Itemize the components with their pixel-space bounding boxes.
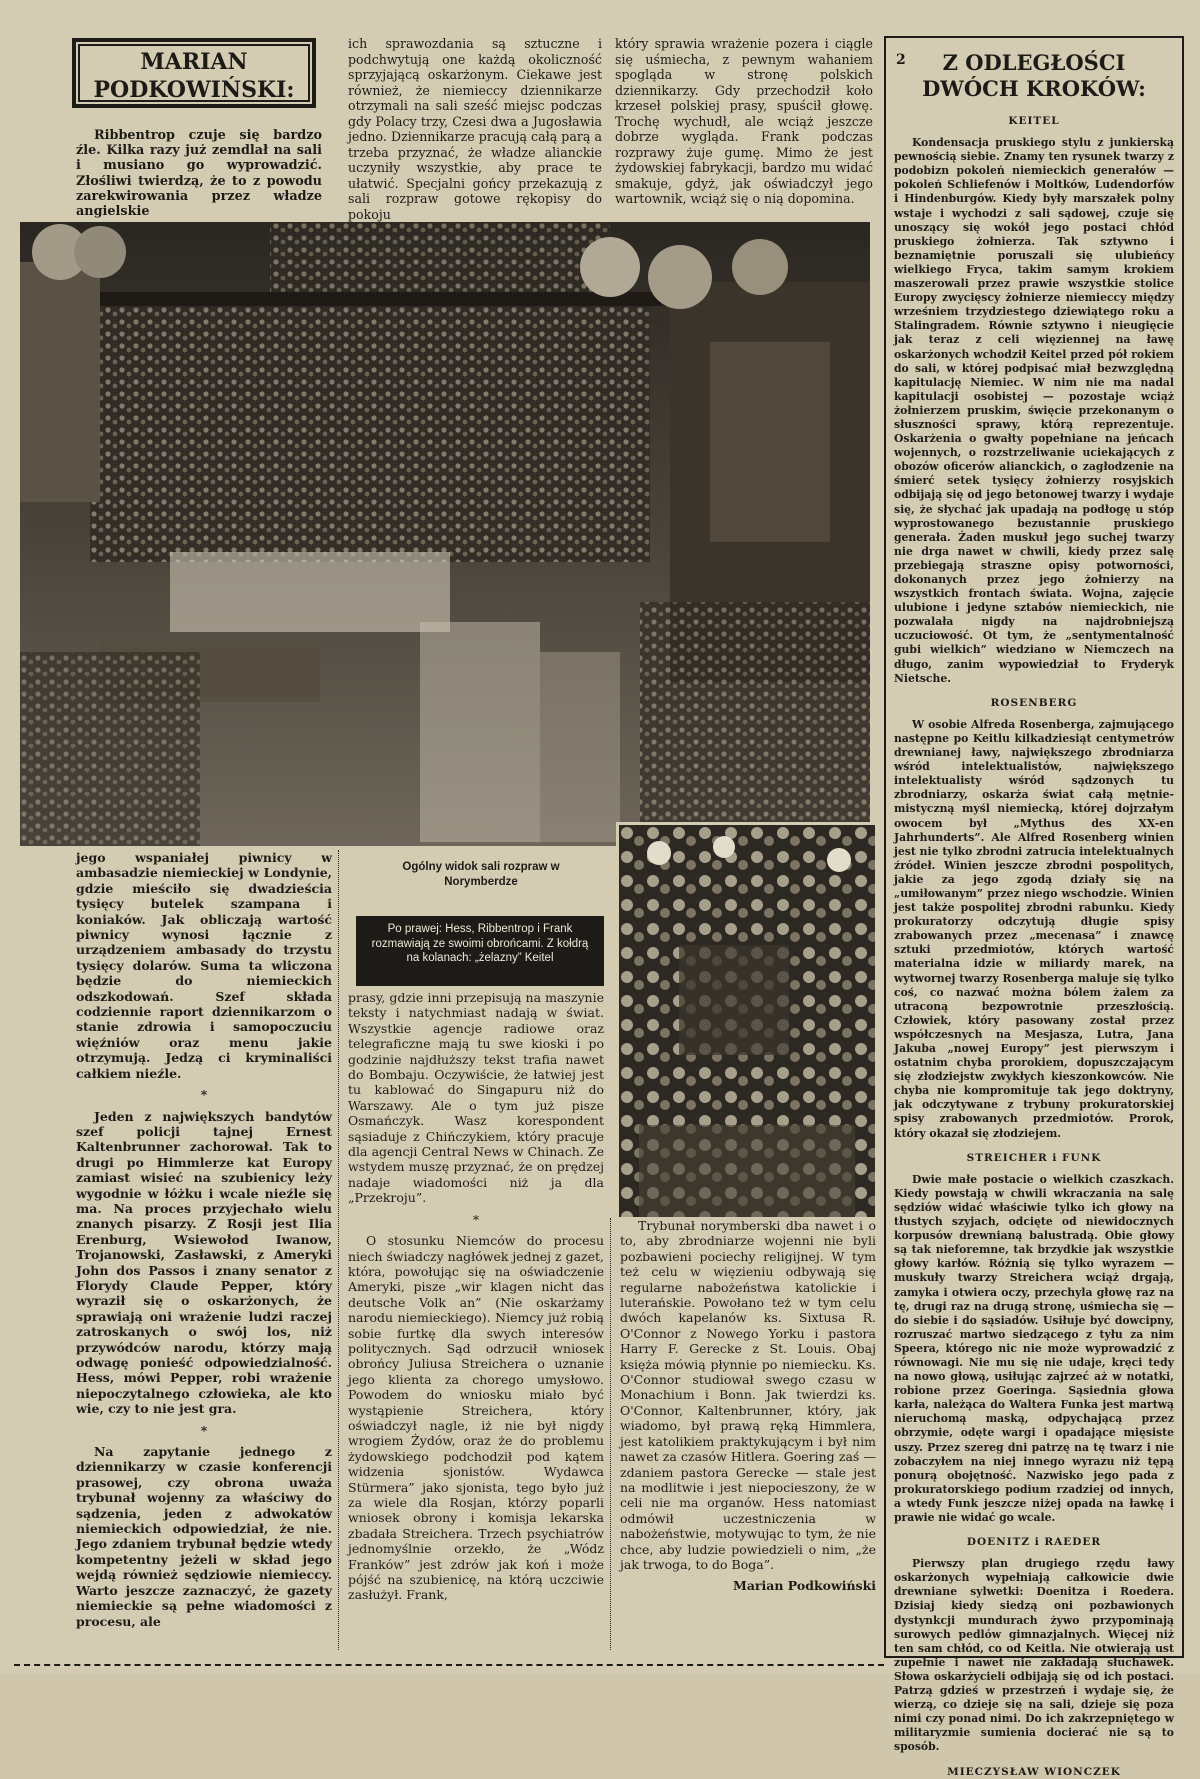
sidebar-text: KEITEL Kondensacja pruskiego stylu z junkierską pewnością siebie. Znamy ten rysunek twarzy z podobizn pokoleń niemieckich generałów — pokoleń Schliefenów i Moltków, Ludendorfów i Hindenburgów. Kiedy były marszałek polny wstaje i wychodzi z sali sądowej, czuje się unoszący się wokół jego postaci chłód pruskiego żołnierza. Tak sztywno i beznamiętnie poruszali się ulubieńcy wielkiego Fryca, takim samym krokiem maszerowali przez prawie wszystkie stolice Europy zwycięscy żołnierze niemieccy między wrześniem trzydziestego dziewiątego roku a Stalingradem. Równie sztywno i nieugięcie jak teraz z celi więziennej na ławę oskarżonych wchodził Keitel przed pół rokiem do sali, w której podpisać miał bezwzględną kapitulację Niemiec. W nim nie ma nadal kapitulacji osobistej — pozostaje wciąż żołnierzem pruskim, święcie przekonanym o słuszności sprawy, którą reprezentuje. Oskarżenia o gwałty popełniane na jeńcach wojennych, o rozstrzeliwanie uciekających z obozów oficerów alianckich, o zagłodzenie na śmierć setek tysięcy żołnierzy rosyjskich odbijają się od jego betonowej twarzy i wydaje się, że słychać jak upadają na podłogę u stóp wyprostowanego bezustannie pruskiego generała. Żaden muskuł jego suchej twarzy nie drga nawet w chwili, kiedy przez salę przebiegają straszne opisy potworności, dokonanych przez jego żołnierzy na wszystkich frontach świata. Wojna, zajęcie ulubione i jedyne sztabów niemieckich, nie pozwalała nigdy na najdrobniejszą uczuciowość. Ot tym, że „sentymentalność gubi wielkich” wiedziano w Niemczech na długo, zanim wypowiedział to Fryderyk Nietsche. ROSENBERG W osobie Alfreda Rosenberga, zajmującego następne po Keitlu kilkadziesiąt centymetrów drewnianej ławy, największego zbrodniarza wśród intelektualistów, największego intelektualisty wśród sądzonych tu zbrodniarzy, oskarża świat całą mętnie-mistyczną myśl niemiecką, której dojrzałym owocem był „Mythus des XX-en Jahrhunderts”. Ale Alfred Rosenberg winien jest nie tylko zbrodni zatrucia intelektualnych źródeł. Winien jeszcze zbrodni pospolitych, jakie za jego zgodą działy się na „umiłowanym” przez niego wschodzie. Winien jest także pospolitej zbrodni rabunku. Kiedy prokuratorzy odczytują długie spisy zrabowanych przez „mecenasa” i znawcę sztuki przedmiotów, których wartość materialna idzie w miliardy marek, na wytwornej twarzy Rosenberga maluje się tylko coś, co nazwać można bólem żalem za utraconą bezpowrotnie przeszłością. Człowiek, który pasowany został przez współczesnych na Mesjasza, Lutra, Jana Jakuba „nowej Europy” jest pierwszym i ostatnim chyba prorokiem, dopuszczającym się złodziejstw zwykłych kieszonkowców. Nie chyba nie kompromituje tak jego doktryny, jak odczytywane z trybuny prokuratorskiej spisy zrabowanych przedmiotów. Prorok, który okazał się złodziejem. STREICHER i FUNK Dwie małe postacie o wielkich czaszkach. Kiedy powstają w chwili wkraczania na salę sędziów widać właściwie tylko ich głowy na tłustych szyjach, odcięte od niewidocznych korpusów drewnianą balustradą. Obie głowy są tak nieforemne, tak brzydkie jak wszystkie głowy karłów. Różnią się tylko wyrazem — muskuły twarzy Streichera wciąż drgają, zamyka i otwiera oczy, przechyla głowę raz na tę, drugi raz na drugą stronę, uśmiecha się — do siebie i do sąsiadów. Usiłuje być dowcipny, rozruszać martwo siedzącego z tyłu za nim Speera, którego nic nie może wyprowadzić z równowagi. Nie mu się nie udaje, kręci tedy na nowo głową, usiłując zajrzeć aż w notatki, robione przez Goeringa. Sąsiednia głowa karła, należąca do Waltera Funka jest martwą nieruchomą maską, odpychającą przez obrzymie, odęte wargi i opadające mięsiste uszy. Przez szereg dni patrzę na tę twarz i nie zobaczyłem na niej innego wyrazu niż tępą ponurą obojętność. Nazwisko jego pada z prokuratorskiego podium rzadziej od innych, a wtedy Funk jeszcze niżej opada na ławkę i prawie nie widać go wcale. DOENITZ i RAEDER Pierwszy plan drugiego rzędu ławy oskarżonych wypełniają całkowicie dwie drewniane sylwetki: Doenitza i Roedera. Dzisiaj kiedy siedzą oni pozbawionych dystynkcji mundurach żywo przypominają surowych pedlów gimnazjalnych. Więcej niż ten sam chłód, co od Keitla. Nie otwierają ust zupełnie i nawet nie zakładają słuchawek. Słowa oskarżycieli odbijają się od ich postaci. Patrzą gdzieś w przestrzeń i wydaje się, że wierzą, co dzieje się na sali, dzieje się poza nimi czy ponad nimi. Do ich zakrzepniętego w militaryzmie sumienia docierać nie są to sposób. MIECZYSŁAW WIONCZEK [894, 115, 1174, 1778]
sidebar-title: Z ODLEGŁOŚCI DWÓCH KROKÓW: [922, 50, 1146, 101]
section-heading: ROSENBERG [990, 696, 1078, 709]
section-heading: STREICHER i FUNK [966, 1151, 1102, 1164]
column-1-top: Ribbentrop czuje się bardzo źle. Kilka razy już zemdlał na sali i musiano go wyprowadzić. Złośliwi twierdzą, że to z powodu zarekwirowania przez władze angielskie [76, 128, 322, 220]
column-divider [610, 1218, 611, 1650]
section-heading: KEITEL [1008, 115, 1060, 127]
courtroom-photo [20, 222, 870, 846]
column-1-bottom: jego wspaniałej piwnicy w ambasadzie niemieckiej w Londynie, gdzie mieściło się dwadzieścia tysięcy butelek szampana i koniaków. Jak obliczają wartość piwnicy wynosi łącznie z urządzeniem ambasady do trzystu tysięcy dolarów. Suma ta wliczona będzie do niemieckich odszkodowań. Szef składa codziennie raport dziennikarzom o stanie zdrowia i samopoczuciu więźniów oraz menu jakie otrzymują. Jedzą ci kryminaliści całkiem nieźle. * Jeden z największych bandytów szef policji tajnej Ernest Kaltenbrunner zachorował. Tak to drugi po Himmlerze kat Europy zamiast wisieć na szubienicy leży wygodnie w łóżku i wcale nieźle się ma. Na proces przyjechało wielu znanych pisarzy. Z Rosji jest Ilia Erenburg, Wsiewołod Iwanow, Trojanowski, Zasławski, z Ameryki John dos Passos i znany senator z Florydy Claude Pepper, który wyraził się o oskarżonych, że sprawiają oni wrażenie ludzi raczej zatroskanych o swój los, niż przywódców narodu, którzy mają odwagę ponieść odpowiedzialność. Hess, mówi Pepper, robi wrażenie niepoczytalnego człowieka, ale kto wie, czy to nie jest gra. * Na zapytanie jednego z dziennikarzy w czasie konferencji prasowej, czy obrona uważa trybunał wojenny za właściwy do sądzenia, jeden z adwokatów niemieckich odpowiedział, że nie. Jego zdaniem trybunał będzie wtedy kompetentny jeżeli w skład jego wejdą również sędziowie niemieccy. Warto jeszcze zaznaczyć, że gazety niemieckie są pełne wiadomości z procesu, ale [76, 850, 332, 1629]
column-2-bottom: prasy, gdzie inni przepisują na maszynie teksty i natychmiast nadają w świat. Wszystkie agencje radiowe oraz telegraficzne mają tu swe kioski i po godzinie najdłuższy tekst trafia nawet do Bombaju. Oczywiście, że łatwiej jest tu kablować do Singapuru niż do Warszawy. Ale o tym już pisze Osmańczyk. Wasz korespondent sąsiaduje z Chińczykiem, który pracuje dla agencji Central News w Chinach. Ze wstydem muszę przyznać, że on prędzej nadaje wiadomości niż ja dla „Przekroju”. * O stosunku Niemców do procesu niech świadczy nagłówek jednej z gazet, która, powołując się na oświadczenie Ameryki, pisze „wir klagen nicht das deutsche Volk an” (Nie oskarżamy narodu niemieckiego). Niemcy już robią sobie furtkę dla swych interesów politycznych. Sąd odrzucił wniosek obrońcy Juliusa Streichera o uznanie jego klienta za chorego umysłowo. Powodem do wniosku miało być wystąpienie Streichera, który oświadczył nagle, iż nie był nigdy wrogiem Żydów, oraz że do problemu żydowskiego podchodził pod kątem widzenia sjonistów. Wydawca Stürmera” jako sjonista, tego było już za wiele dla Rosjan, którzy poparli wniosek obrony i komisja lekarska zbadała Streichera. Trzech psychiatrów jednomyślnie orzekło, że „Wódz Franków” jest zdrów jak koń i może pójść na szubienicę, na którą uczciwie zasłużył. Frank, [348, 990, 604, 1603]
headline-box [72, 38, 316, 108]
sidebar-signature: MIECZYSŁAW WIONCZEK [947, 1765, 1121, 1778]
main-photo-caption: Ogólny widok sali rozpraw w Norymberdze [402, 861, 560, 888]
column-divider [338, 850, 339, 1650]
side-photo-caption: Po prawej: Hess, Ribbentrop i Frank rozmawiają ze swoimi obrońcami. Z kołdrą na kolanach: „żelazny” Keitel [356, 916, 604, 986]
column-2-top: ich sprawozdania są sztuczne i podchwytują one każdą okoliczność sprzyjającą oskarżonym. Ciekawe jest również, że niemieccy dziennikarze otrzymali na sali sześć miejsc podczas gdy Polacy trzy, Czesi dwa a Jugosławia jedno. Dziennikarze pracują całą parą a trzeba przyznać, że władze alianckie uczyniły wszystkie, aby prace te ułatwić. Specjalni gońcy przekazują z sali rozpraw gotowe rękopisy do pokoju [348, 36, 602, 222]
sidebar-number: 2 [896, 52, 906, 68]
author-signature: Marian Podkowiński [733, 1578, 876, 1594]
courtroom-photo-image [20, 222, 870, 846]
bottom-rule [14, 1664, 884, 1666]
defendants-photo [616, 822, 878, 1220]
headline-line1: MARIAN [140, 49, 248, 75]
defendants-photo-image [619, 825, 875, 1217]
section-heading: DOENITZ i RAEDER [966, 1536, 1102, 1549]
headline-line2: PODKOWIŃSKI: [93, 77, 295, 103]
column-3-top: który sprawia wrażenie pozera i ciągle się uśmiecha, z pewnym wahaniem spogląda w stronę polskich dziennikarzy. Gdy przechodził koło krzeseł polskiej prasy, spuścił głowę. Trochę wychudł, ale wciąż jeszcze dobrze wygląda. Frank podczas rozprawy żuje gumę. Mimo że jest żydowskiej fabrykacji, bardzo mu widać smakuje, gdyż, jak oświadczył jego wartownik, wciąż się o nią dopomina. [615, 36, 873, 206]
column-3-bottom: Trybunał norymberski dba nawet i o to, aby zbrodniarze wojenni nie byli pozbawieni pociechy religijnej. W tym też celu w więzieniu odbywają się regularne nabożeństwa katolickie i luterańskie. Powołano też w tym celu dwóch kapelanów ks. Sixtusa R. O'Connor z Nowego Yorku i pastora Harry F. Gerecke z St. Louis. Obaj księża mówią płynnie po niemiecku. Ks. O'Connor studiował swego czasu w Monachium i Bonn. Jak twierdzi ks. O'Connor, Kaltenbrunner, który, jak wiadomo, był prawą ręką Himmlera, jest katolikiem praktykującym i był nim nawet za czasów Hitlera. Goering zaś — zdaniem pastora Gerecke — stale jest na modlitwie i jest niepocieszony, że w celi nie ma organów. Hess natomiast odmówił uczestniczenia w nabożeństwie, motywując to tym, że nie chce, aby ludzie powiedzieli o nim, „że jak trwoga, to do Boga”. Marian Podkowiński [620, 1218, 876, 1594]
